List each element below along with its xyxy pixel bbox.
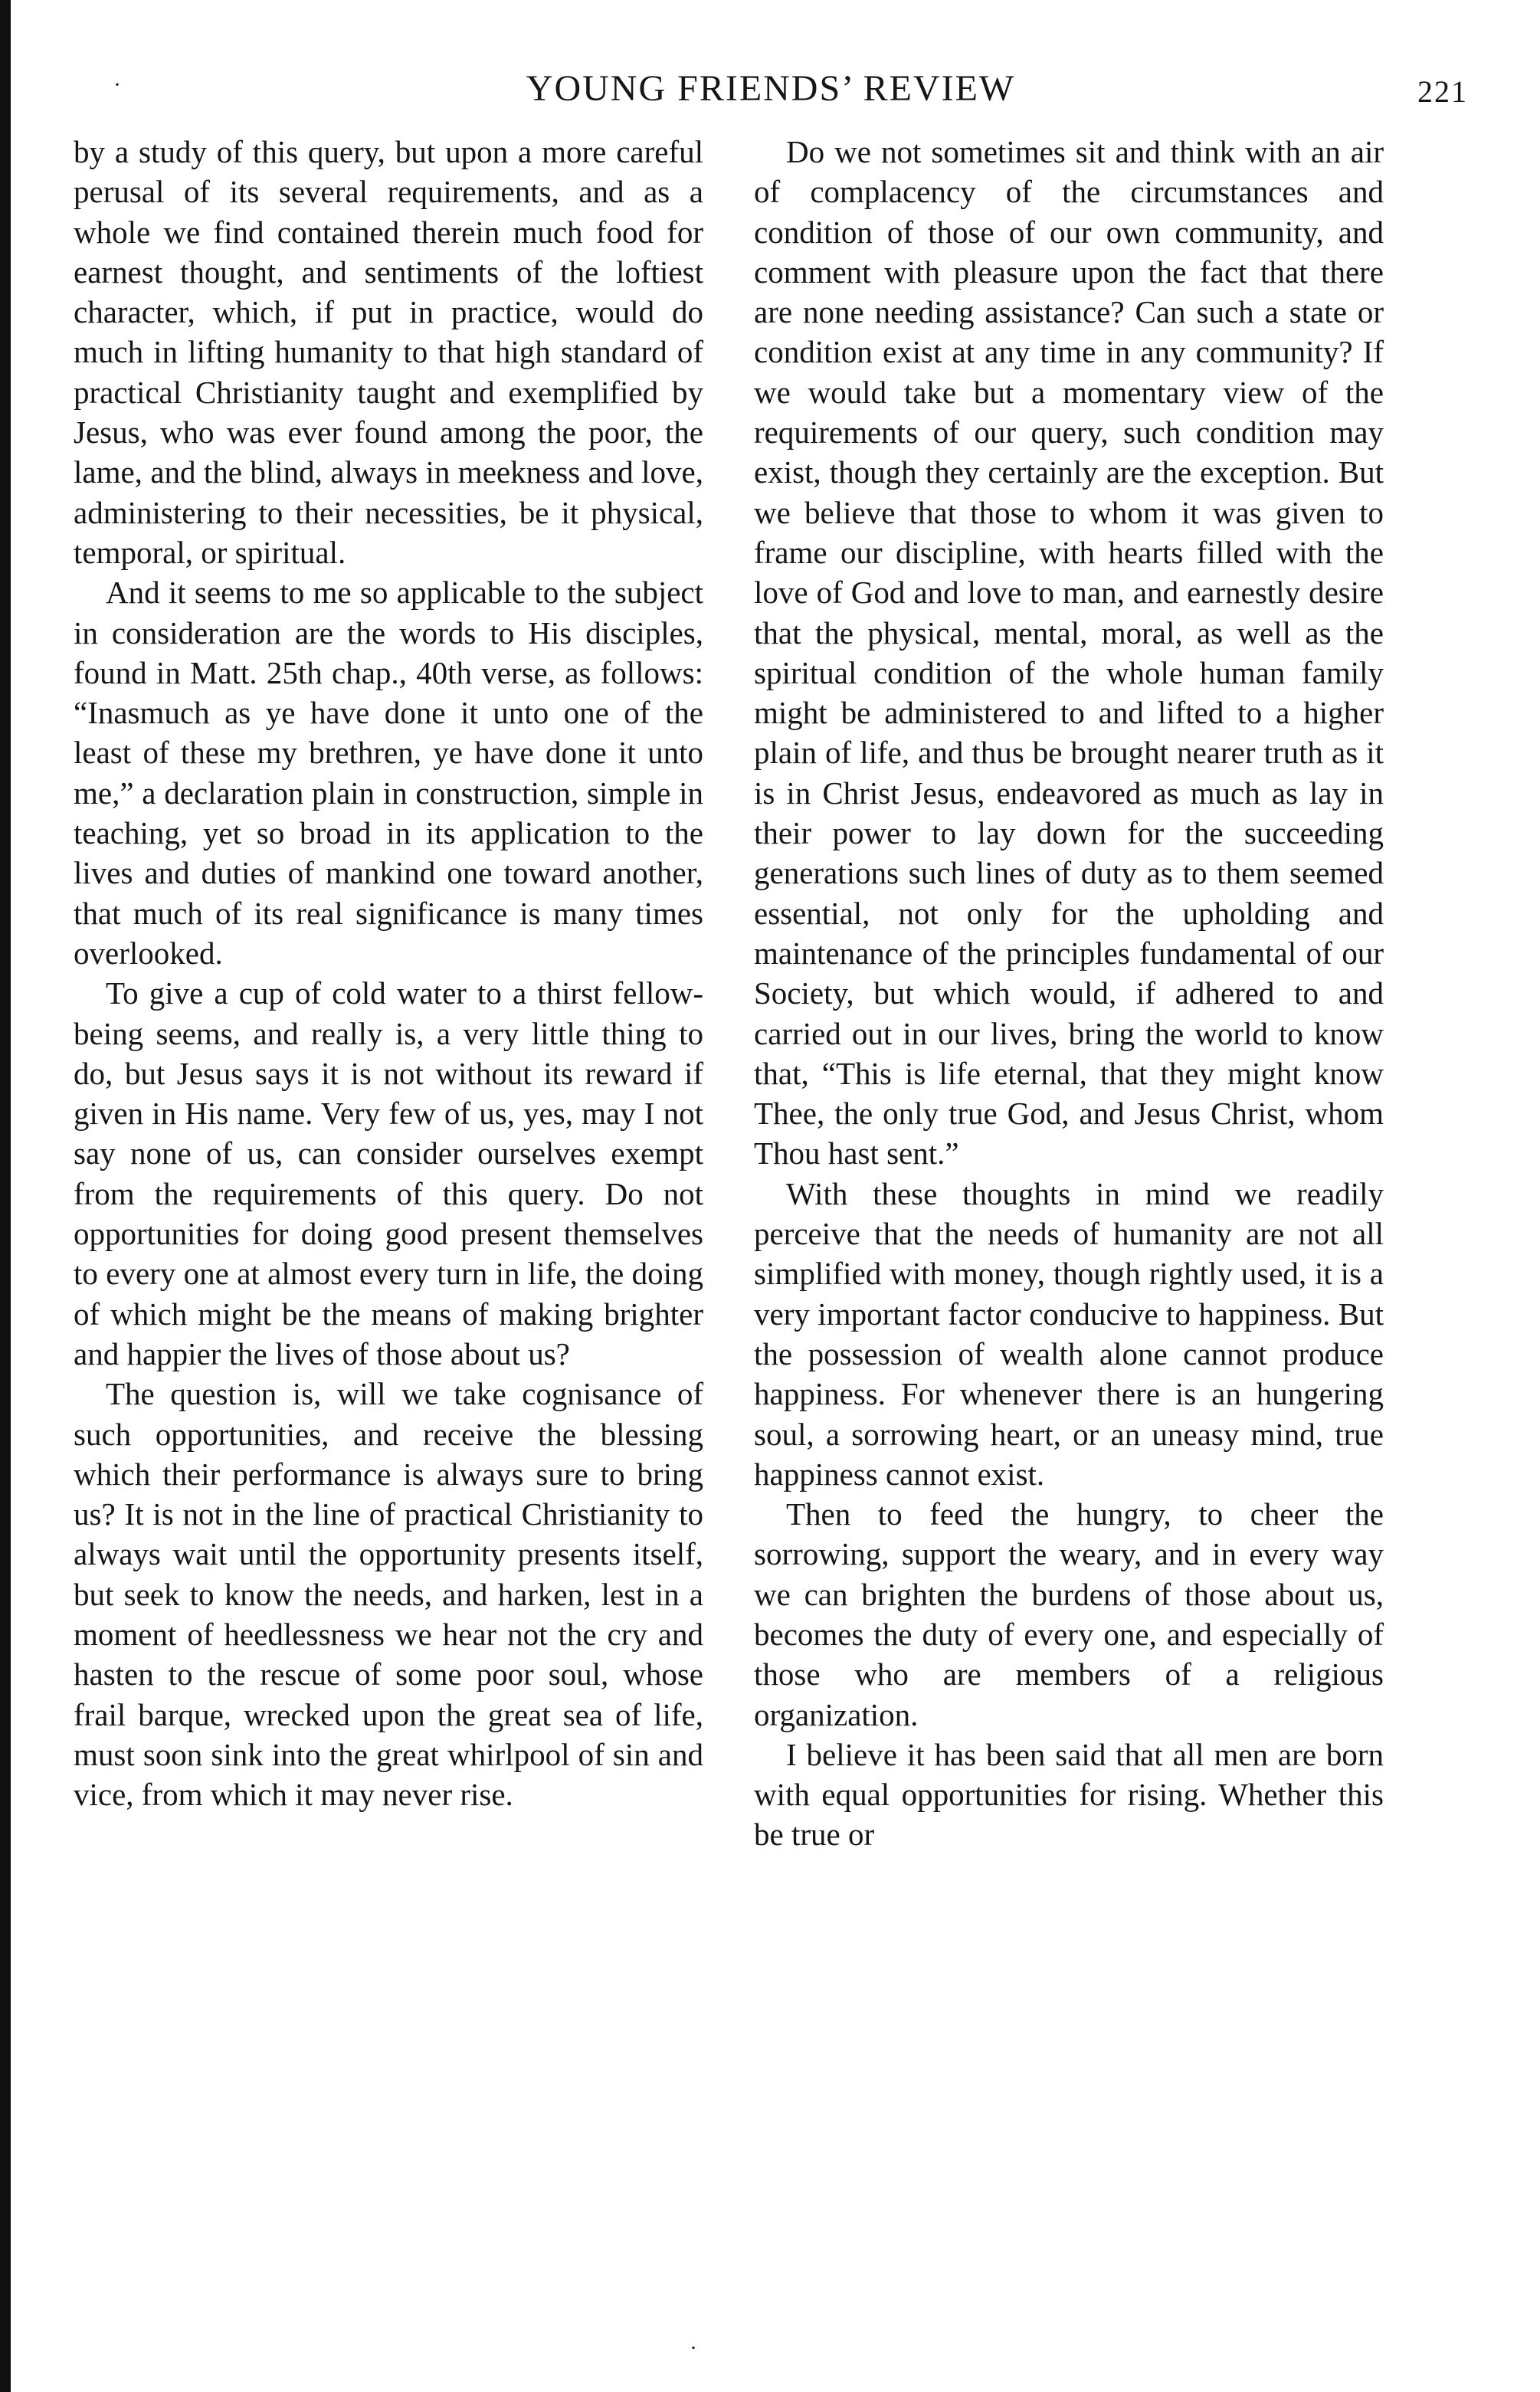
page-header [74, 66, 1468, 127]
binding-edge [0, 0, 11, 2392]
page-number: 221 [1417, 74, 1468, 109]
right-paragraph-2: With these thoughts in mind we readily perceive that the needs of humanity are not all simplified with money, though rightly used, it is a very important factor conducive to happiness. But the possession of wealth alone cannot produce happiness. For whenever there is an hungering soul, a sorrowing heart, or an uneasy mind, true happiness cannot exist. [754, 1175, 1384, 1492]
right-paragraph-1: Do we not sometimes sit and think with an air of complacency of the circumstances and condition of those of our own community, and comment with pleasure upon the fact that there are none needing assistance? Can such a state or condition exist at any time in any community? If we would take but a momentary view of the requirements of our query, such condition may exist, though they certainly are the exception. But we believe that those to whom it was given to frame our discipline, with hearts filled with the love of God and love to man, and earnestly desire that the physical, mental, moral, as well as the spiritual condition of the whole human family might be administered to and lifted to a higher plain of life, and thus be brought nearer truth as it is in Christ Jesus, endeavored as much as lay in their power to lay down for the succeeding generations such lines of duty as to them seemed essential, not only for the upholding and maintenance of the principles fundamental of our Society, but which would, if adhered to and carried out in our lives, bring the world to know that, “This is life eternal, that they might know Thee, the only true God, and Jesus Christ, whom Thou hast sent.” [754, 134, 1384, 1171]
right-paragraph-3: Then to feed the hungry, to cheer the sorrowing, support the weary, and in every way we can brighten the burdens of those about us, becomes the duty of every one, and especially of those who are members of a religious organization. [754, 1496, 1384, 1732]
left-paragraph-3: To give a cup of cold water to a thirst fellow-being seems, and really is, a very little thing to do, but Jesus says it is not without its reward if given in His name. Very few of us, yes, may I not say none of us, can consider ourselves exempt from the requirements of this query. Do not opportunities for doing good present themselves to every one at almost every turn in life, the doing of which might be the means of making brighter and happier the lives of those about us? [74, 975, 703, 1371]
stray-dot-bottom: · [690, 2335, 697, 2361]
right-column [754, 132, 1384, 1855]
left-paragraph-4: The question is, will we take cognisance of such opportunities, and receive the blessing which their performance is always sure to bring us? It is not in the line of practical Christianity to always wait until the opportunity presents itself, but seek to know the needs, and harken, lest in a moment of heedlessness we hear not the cry and hasten to the rescue of some poor soul, whose frail barque, wrecked upon the great sea of life, must soon sink into the great whirlpool of sin and vice, from which it may never rise. [74, 1376, 703, 1813]
left-paragraph-1: by a study of this query, but upon a more careful perusal of its several requirements, and as a whole we find contained therein much food for earnest thought, and sentiments of the loftiest character, which, if put in practice, would do much in lifting humanity to that high standard of practical Christianity taught and exemplified by Jesus, who was ever found among the poor, the lame, and the blind, always in meekness and love, administering to their necessities, be it physical, temporal, or spiritual. [74, 134, 703, 570]
left-paragraph-2: And it seems to me so applicable to the subject in consideration are the words to His disciples, found in Matt. 25th chap., 40th verse, as follows: “Inasmuch as ye have done it unto one of the least of these my brethren, ye have done it unto me,” a declaration plain in construction, simple in teaching, yet so broad in its application to the lives and duties of mankind one toward another, that much of its real significance is many times overlooked. [74, 575, 703, 971]
right-paragraph-4: I believe it has been said that all men are born with equal opportunities for rising. Whether this be true or [754, 1736, 1384, 1853]
stray-dot-top: · [113, 72, 121, 97]
left-column [74, 132, 703, 1814]
running-title: YOUNG FRIENDS’ REVIEW [526, 68, 1016, 109]
